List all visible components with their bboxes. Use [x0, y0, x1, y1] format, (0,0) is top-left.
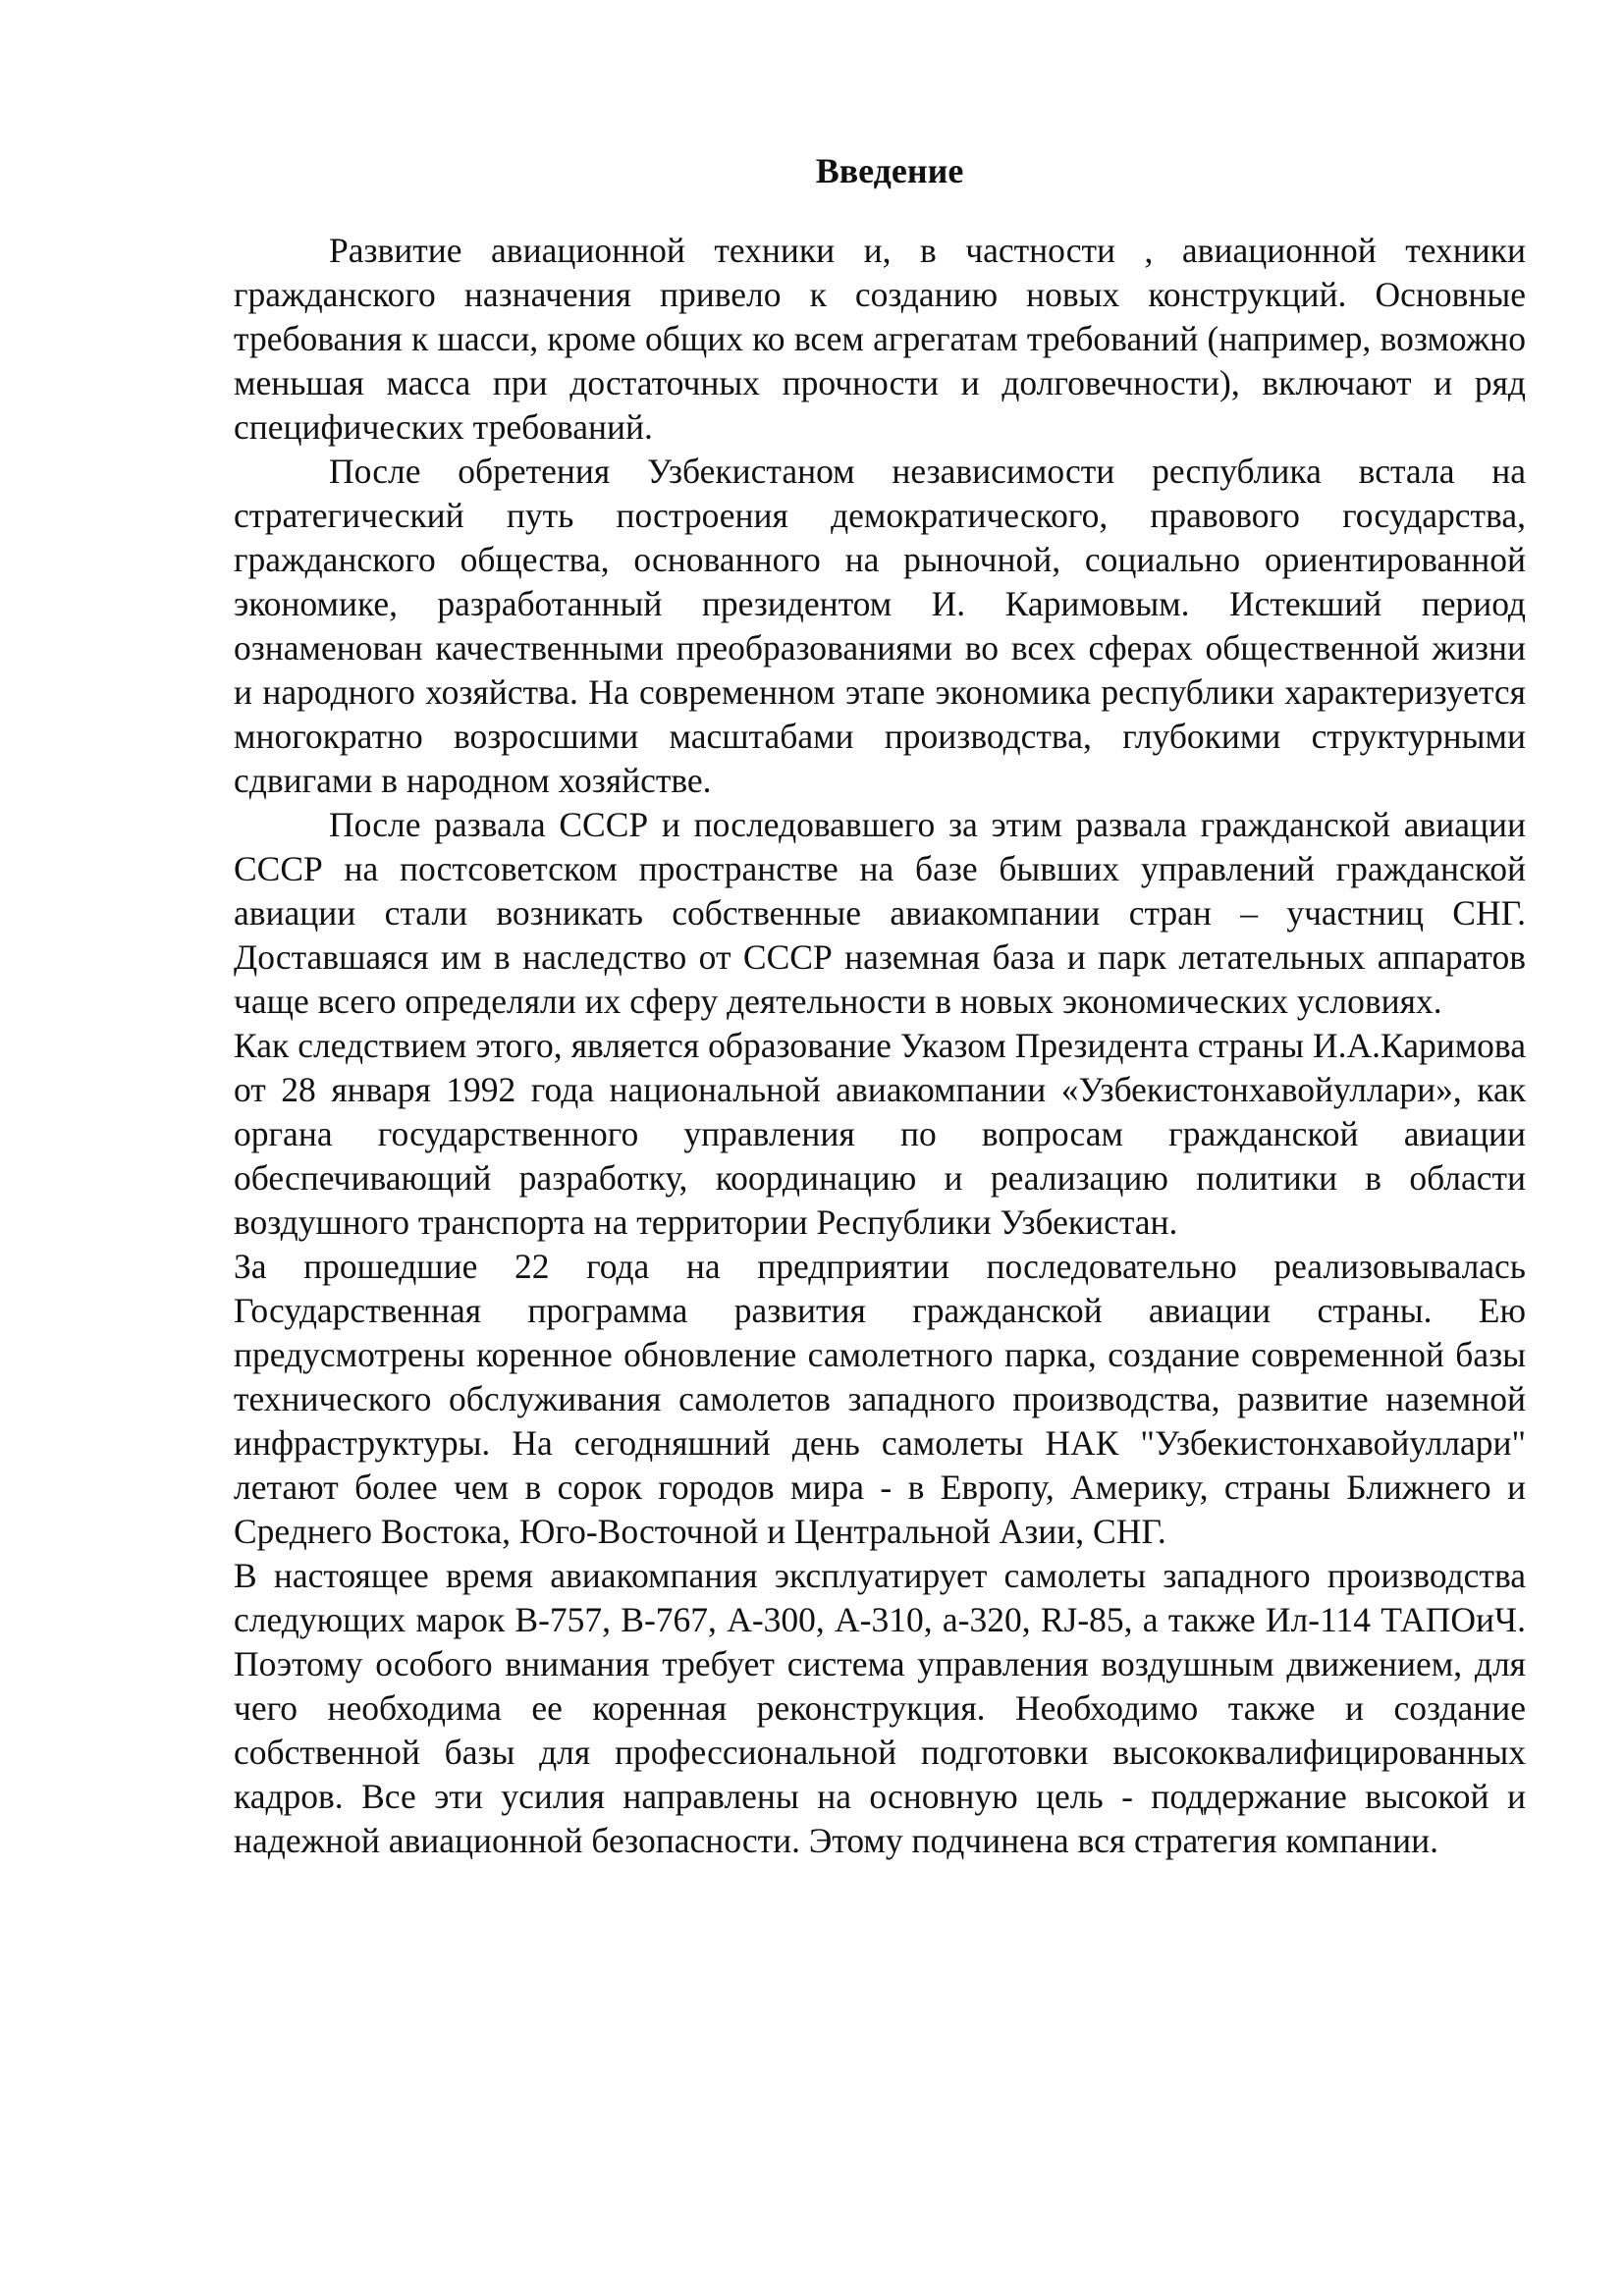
paragraph-independence: После обретения Узбекистаном независимости республика встала на стратегический путь построения демократического, правового государства, гражданского общества, основанного на рыночной, социально ориентированной экономике, разработанный президентом И. Каримовым. Истекший период ознаменован качественными преобразованиями во всех сферах общественной жизни и народного хозяйства. На современном этапе экономика республики характеризуется многократно возросшими масштабами производства, глубокими структурными сдвигами в народном хозяйстве.: [234, 452, 1526, 800]
paragraph-aviation-development: Развитие авиационной техники и, в частности , авиационной техники гражданского назначения привело к созданию новых конструкций. Основные требования к шасси, кроме общих ко всем агрегатам требований (например, возможно меньшая масса при достаточных прочности и долговечности), включают и ряд специфических требований.: [234, 231, 1526, 447]
paragraph-airline-founding: Как следствием этого, является образование Указом Президента страны И.А.Каримова от 28 января 1992 года национальной авиакомпании «Узбекистонхавойуллари», как органа государственного управления по вопросам гражданской авиации обеспечивающий разработку, координацию и реализацию политики в области воздушного транспорта на территории Республики Узбекистан.: [234, 1026, 1526, 1242]
document-page: [234, 149, 1526, 1863]
paragraph-ussr-collapse: После развала СССР и последовавшего за этим развала гражданской авиации СССР на постсоветском пространстве на базе бывших управлений гражданской авиации стали возникать собственные авиакомпании стран – участниц СНГ. Доставшаяся им в наследство от СССР наземная база и парк летательных аппаратов чаще всего определяли их сферу деятельности в новых экономических условиях.: [234, 805, 1526, 1021]
paragraph-state-program: За прошедшие 22 года на предприятии последовательно реализовывалась Государственная программа развития гражданской авиации страны. Ею предусмотрены коренное обновление самолетного парка, создание современной базы технического обслуживания самолетов западного производства, развитие наземной инфраструктуры. На сегодняшний день самолеты НАК "Узбекистонхавойуллари" летают более чем в сорок городов мира - в Европу, Америку, страны Ближнего и Среднего Востока, Юго-Восточной и Центральной Азии, СНГ.: [234, 1247, 1526, 1551]
paragraph-fleet-and-safety: В настоящее время авиакомпания эксплуатирует самолеты западного производства следующих марок В-757, В-767, А-300, А-310, а-320, RJ-85, а также Ил-114 ТАПОиЧ. Поэтому особого внимания требует система управления воздушным движением, для чего необходима ее коренная реконструкция. Необходимо также и создание собственной базы для профессиональной подготовки высококвалифицированных кадров. Все эти усилия направлены на основную цель - поддержание высокой и надежной авиационной безопасности. Этому подчинена вся стратегия компании.: [234, 1556, 1526, 1860]
page-title: Введение: [815, 151, 964, 190]
